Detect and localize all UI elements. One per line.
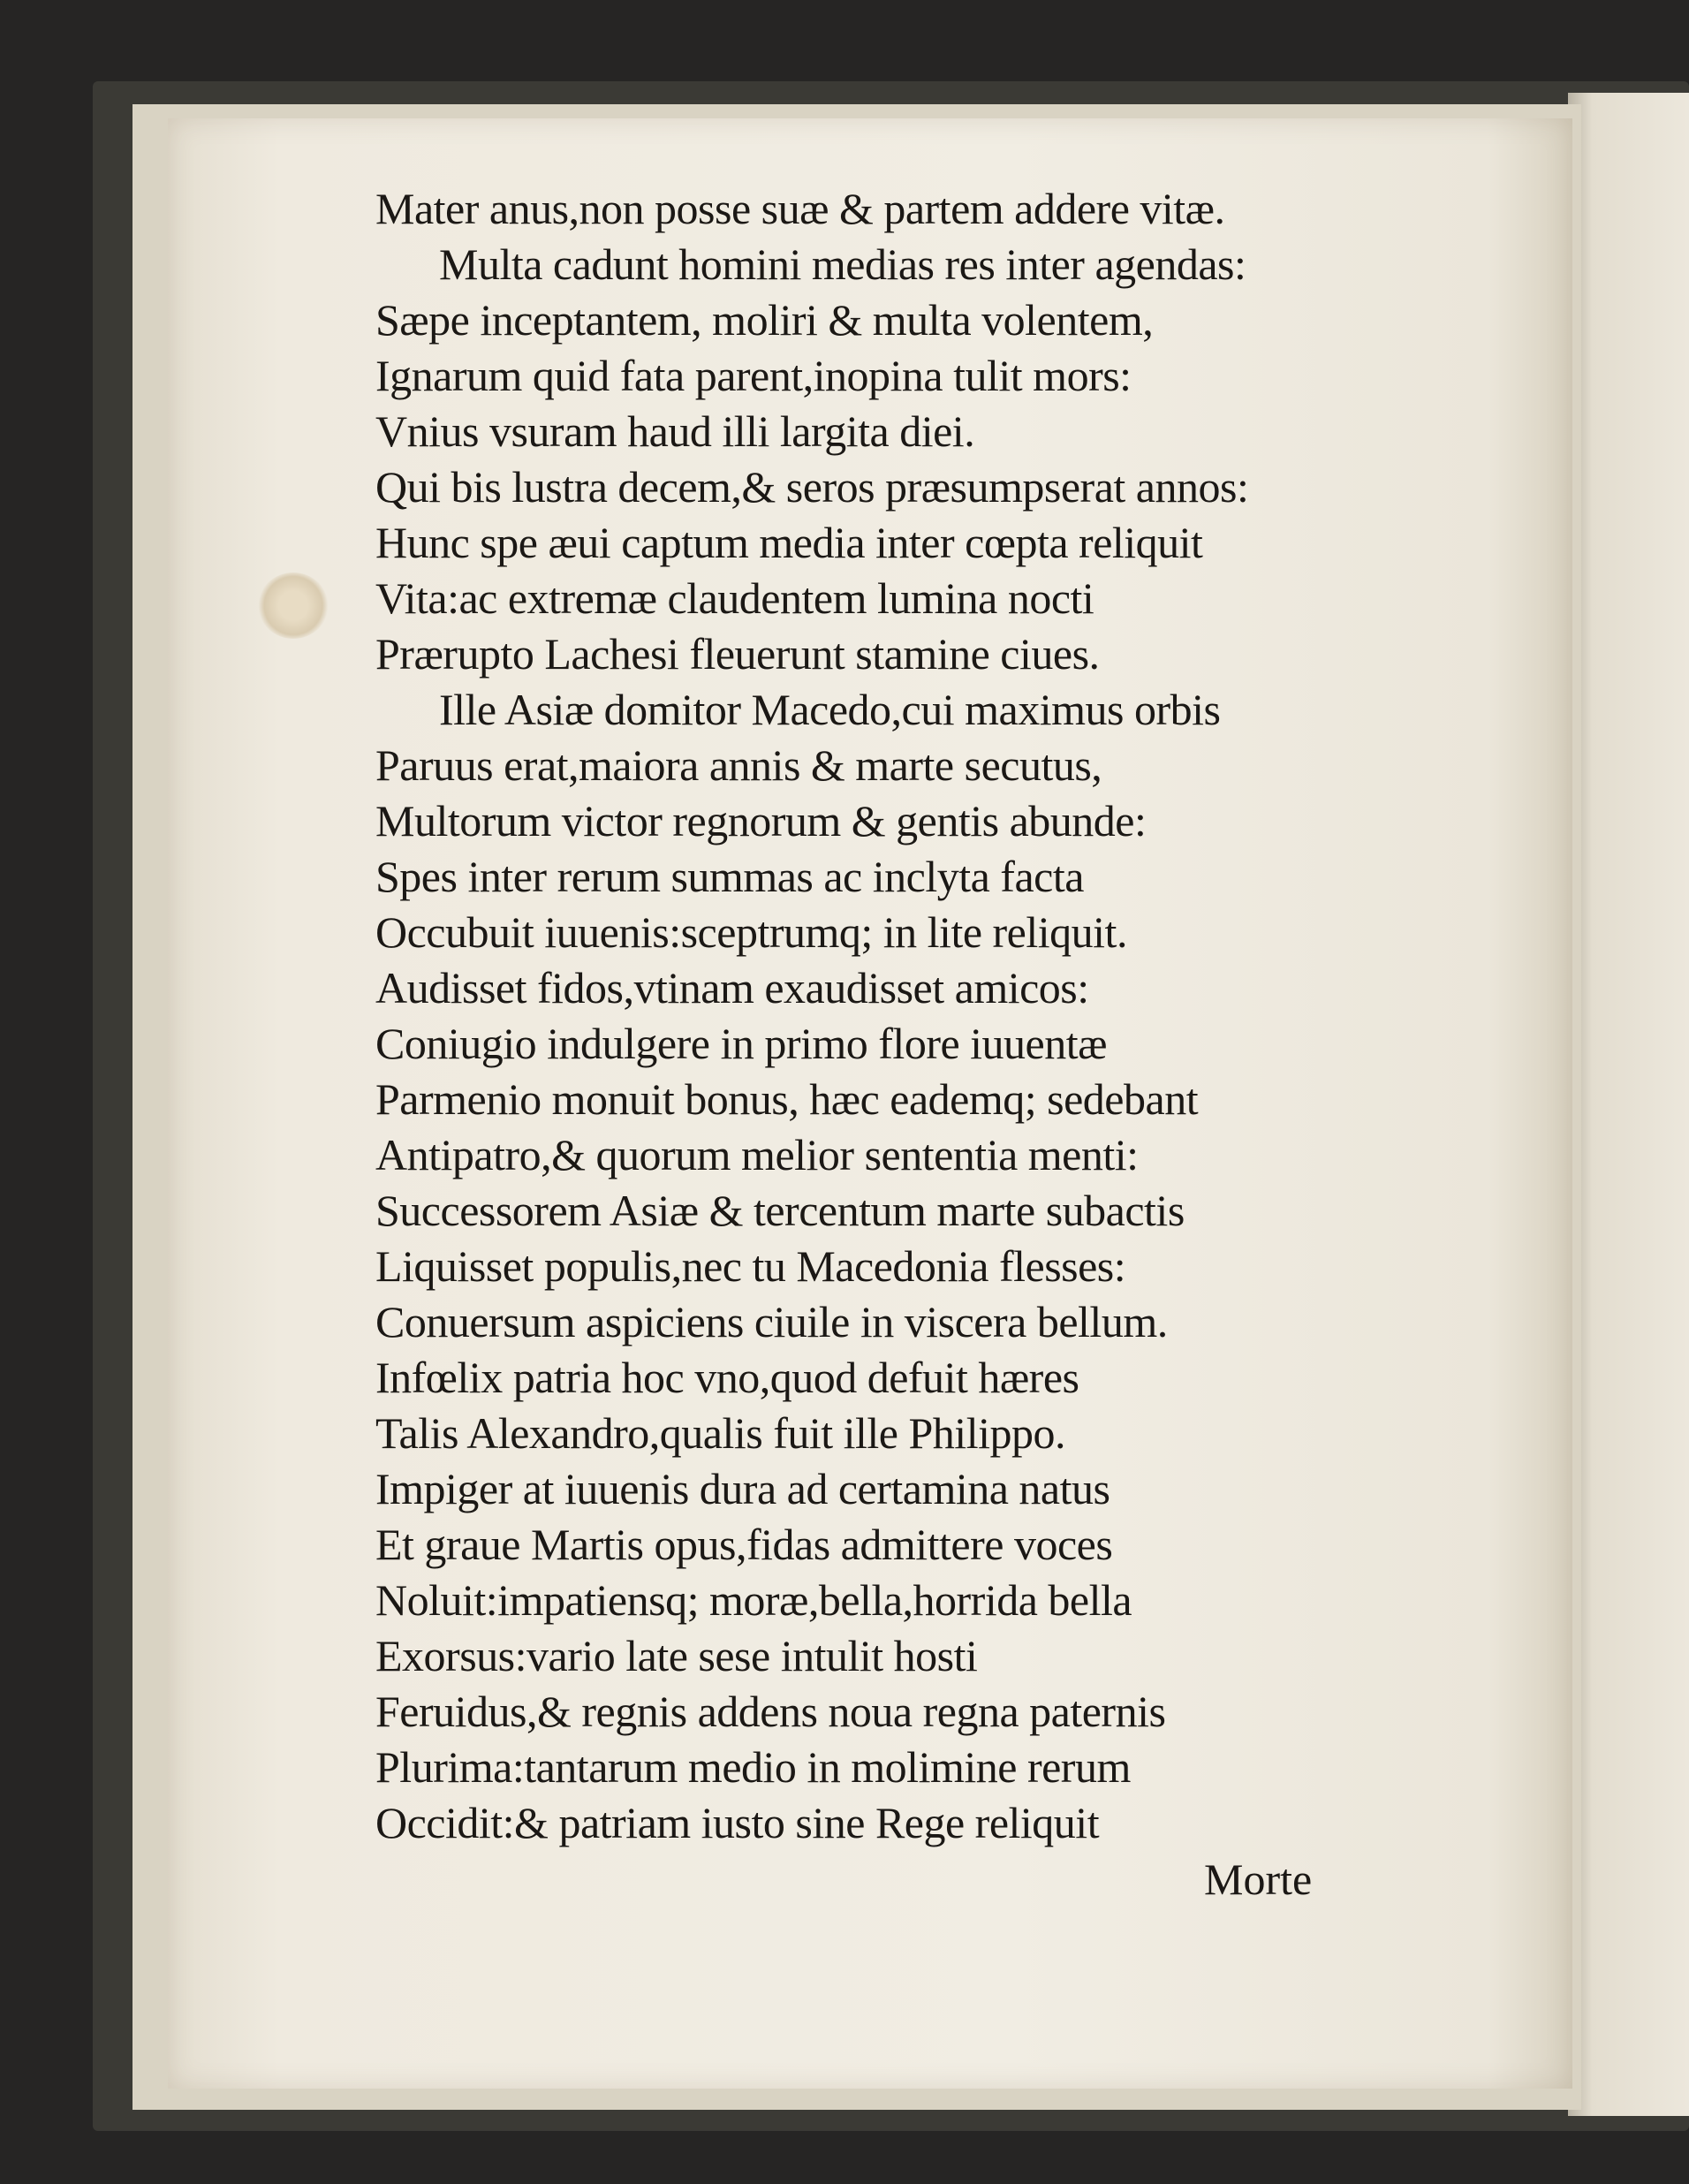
verse-line: Noluit:impatiensq; moræ,bella,horrida bella <box>375 1575 1132 1625</box>
verse-line: Multorum victor regnorum & gentis abunde: <box>375 796 1147 846</box>
verse-line: Plurima:tantarum medio in molimine rerum <box>375 1742 1131 1792</box>
verse-line: Spes inter rerum summas ac inclyta facta <box>375 852 1084 901</box>
verse-line: Feruidus,& regnis addens noua regna paternis <box>375 1687 1166 1736</box>
verse-line: Impiger at iuuenis dura ad certamina natus <box>375 1464 1110 1513</box>
verse-line: Talis Alexandro,qualis fuit ille Philippo. <box>375 1408 1065 1458</box>
verse-line: Qui bis lustra decem,& seros præsumpserat annos: <box>375 462 1249 512</box>
verse-line: Parmenio monuit bonus, hæc eademq; sedebant <box>375 1074 1199 1124</box>
verse-line: Paruus erat,maiora annis & marte secutus, <box>375 740 1102 790</box>
verse-line: Antipatro,& quorum melior sententia menti: <box>375 1130 1139 1179</box>
verse-line: Conuersum aspiciens ciuile in viscera bellum. <box>375 1297 1168 1346</box>
verse-line: Hunc spe æui captum media inter cœpta reliquit <box>375 518 1203 567</box>
verse-line: Occidit:& patriam iusto sine Rege reliquit <box>375 1798 1100 1847</box>
verse-line: Audisset fidos,vtinam exaudisset amicos: <box>375 963 1089 1012</box>
verse-line: Exorsus:vario late sese intulit hosti <box>375 1631 978 1680</box>
verse-line: Liquisset populis,nec tu Macedonia flesses: <box>375 1241 1126 1291</box>
verse-line: Successorem Asiæ & tercentum marte subactis <box>375 1186 1185 1235</box>
verse-line: Infœlix patria hoc vno,quod defuit hæres <box>375 1353 1079 1402</box>
paper-stain <box>258 573 329 639</box>
verse-line: Prærupto Lachesi fleuerunt stamine ciues. <box>375 629 1100 679</box>
verse-line: Ignarum quid fata parent,inopina tulit mors: <box>375 351 1132 400</box>
verse-line: Vnius vsuram haud illi largita diei. <box>375 406 975 456</box>
catchword: Morte <box>1204 1854 1313 1904</box>
verse-line: Mater anus,non posse suæ & partem addere vitæ. <box>375 184 1225 233</box>
verse-line: Vita:ac extremæ claudentem lumina nocti <box>375 573 1094 623</box>
verse-line: Sæpe inceptantem, moliri & multa volentem, <box>375 295 1154 345</box>
facing-page-edge <box>1568 93 1689 2116</box>
verse-line: Multa cadunt homini medias res inter agendas: <box>439 239 1246 289</box>
verse-line: Ille Asiæ domitor Macedo,cui maximus orbis <box>439 685 1221 734</box>
verse-line: Coniugio indulgere in primo flore iuuentæ <box>375 1019 1107 1068</box>
verse-line: Occubuit iuuenis:sceptrumq; in lite reliquit. <box>375 907 1127 957</box>
verse-text <box>375 181 1435 1851</box>
verse-line: Et graue Martis opus,fidas admittere voces <box>375 1520 1113 1569</box>
